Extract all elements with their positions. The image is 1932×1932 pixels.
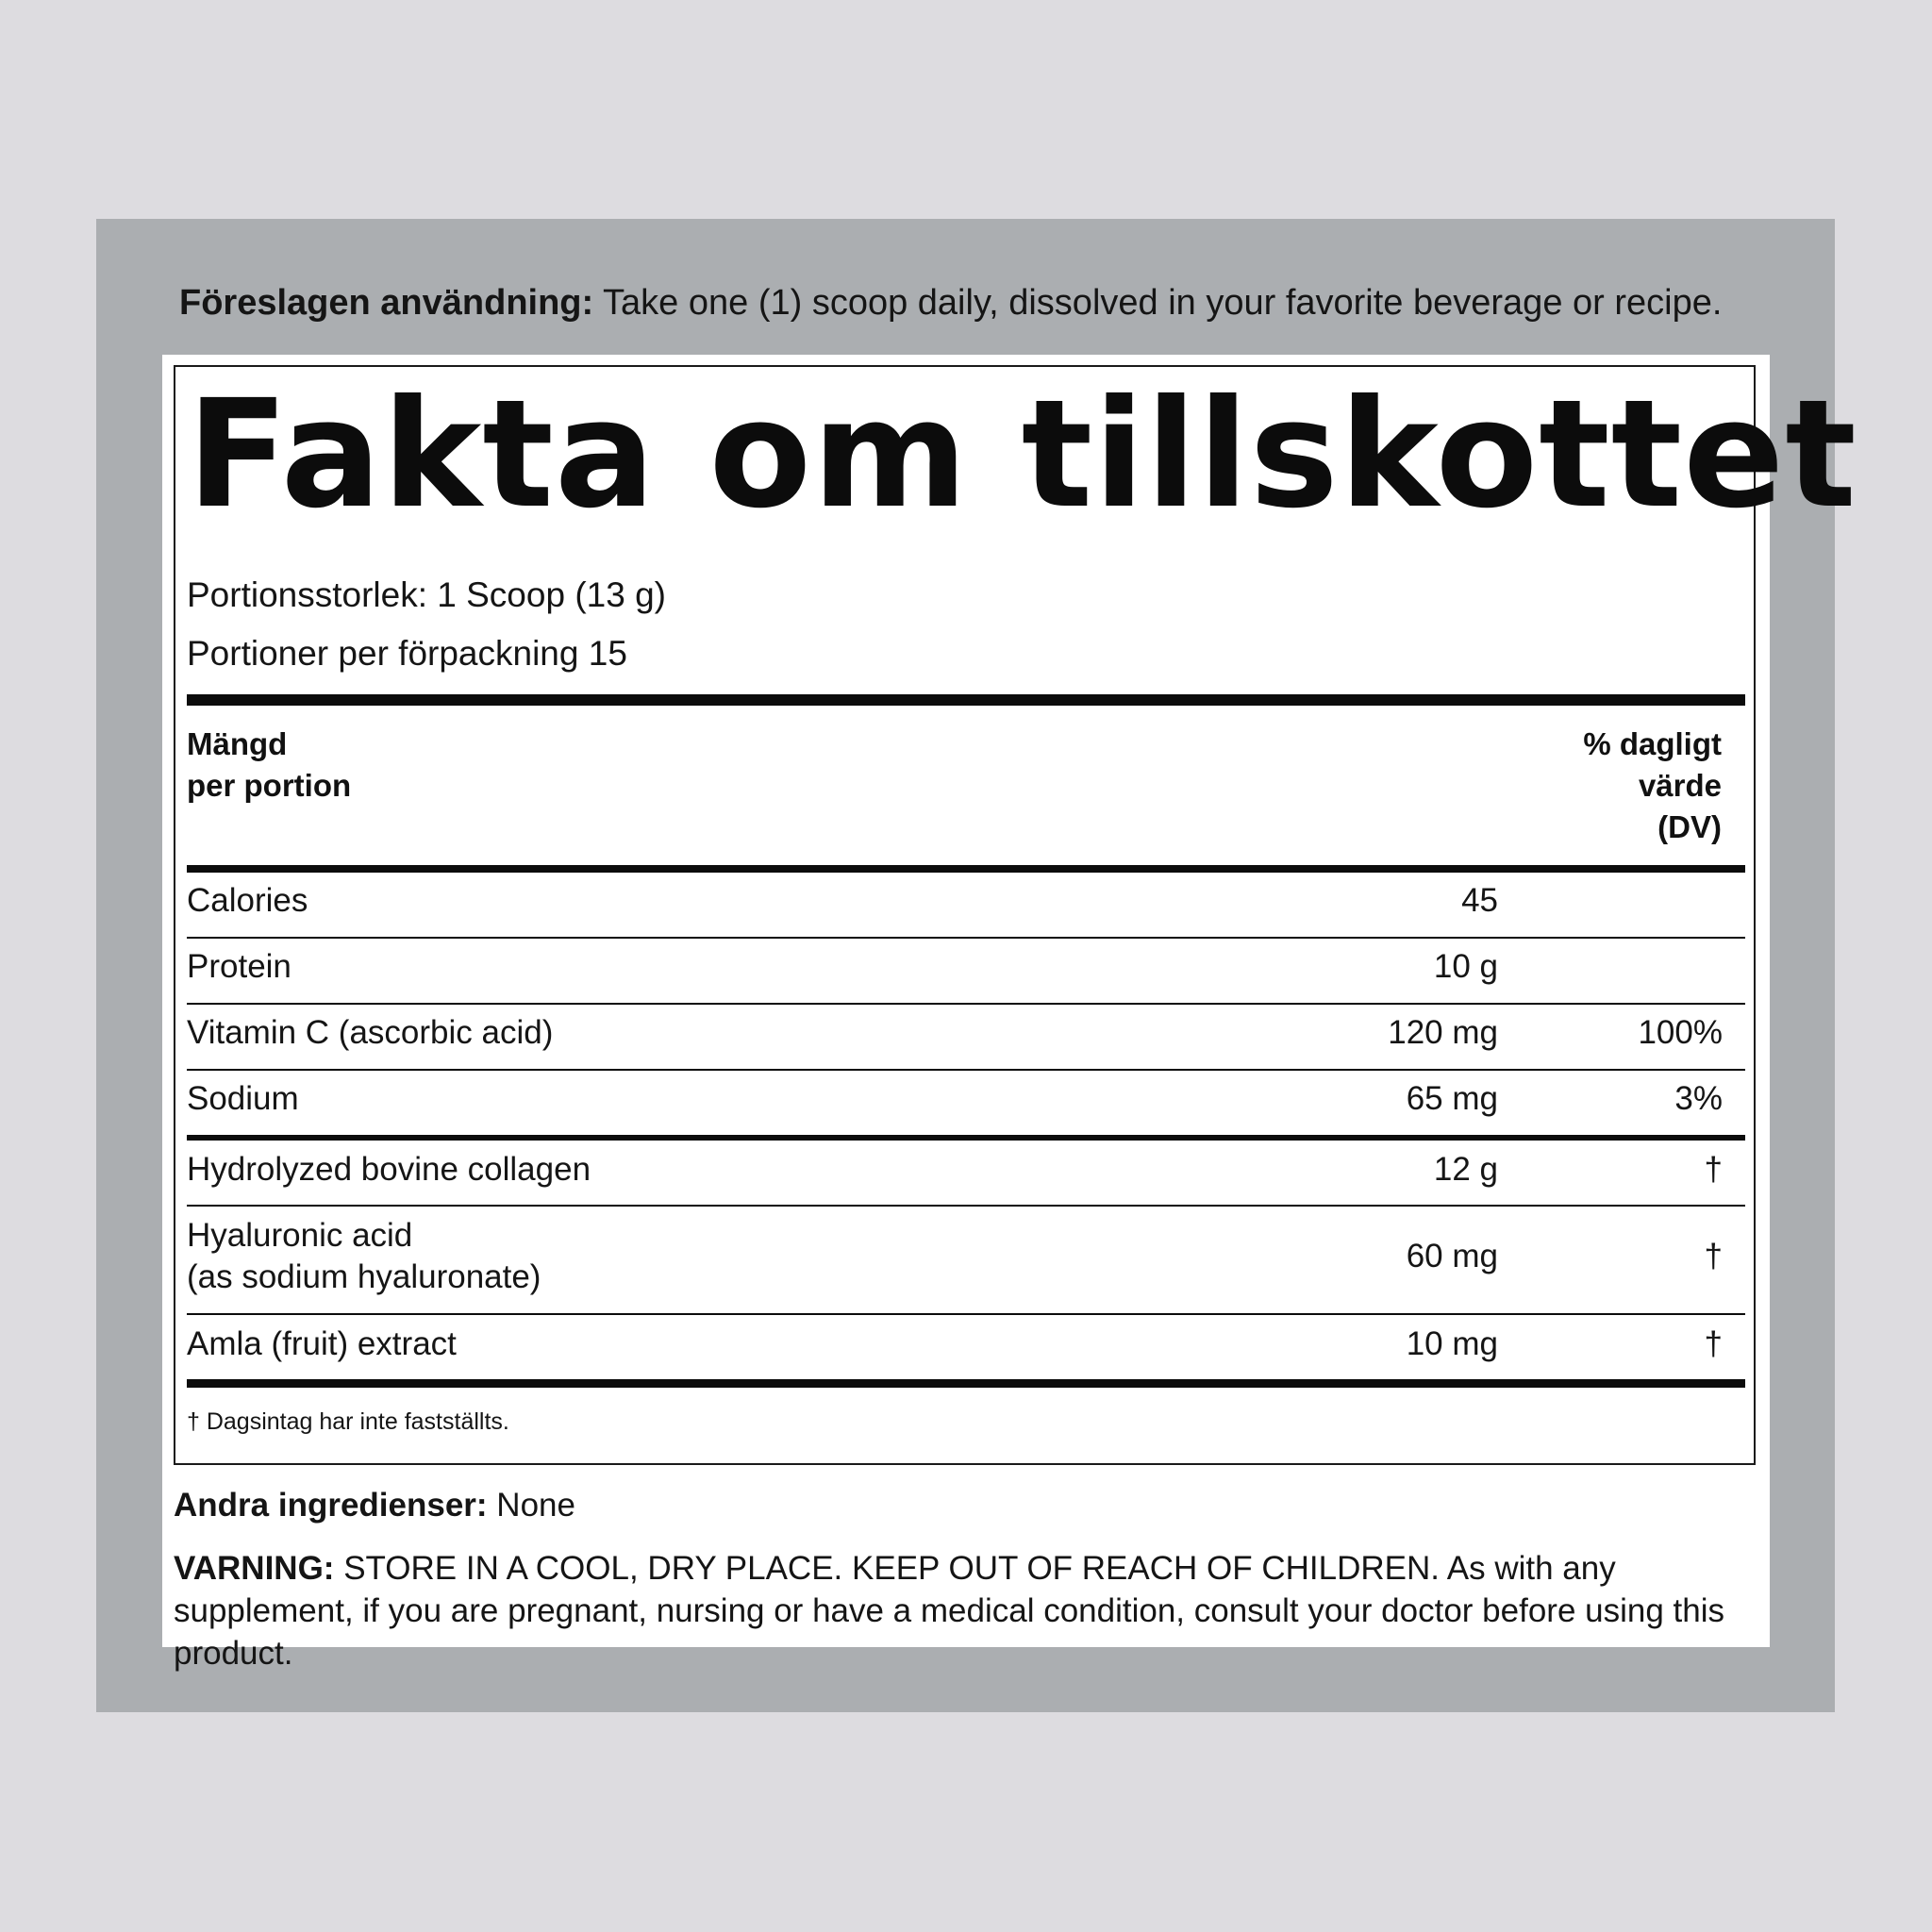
warning-text: STORE IN A COOL, DRY PLACE. KEEP OUT OF REACH OF CHILDREN. As with any supplement, if you are pregnant, nursing or have a medical condition, consult your doctor before using this product. bbox=[174, 1550, 1725, 1672]
nutrient-name-line2: (as sodium hyaluronate) bbox=[187, 1258, 541, 1295]
nutrient-dv: † bbox=[1704, 1238, 1723, 1274]
nutrient-name: Hydrolyzed bovine collagen bbox=[187, 1151, 591, 1188]
servings-per-container: Portioner per förpackning 15 bbox=[187, 634, 627, 673]
warning bbox=[174, 1547, 1730, 1674]
nutrient-dv: † bbox=[1704, 1151, 1723, 1188]
nutrient-dv: † bbox=[1704, 1325, 1723, 1362]
nutrient-amount: 10 mg bbox=[1406, 1325, 1498, 1362]
nutrient-name: Sodium bbox=[187, 1080, 299, 1117]
suggested-use bbox=[179, 279, 1830, 326]
nutrient-amount: 12 g bbox=[1433, 1151, 1498, 1188]
thick-divider bbox=[187, 1379, 1745, 1388]
section-divider bbox=[187, 1135, 1745, 1141]
suggested-use-text: Take one (1) scoop daily, dissolved in your favorite beverage or recipe. bbox=[593, 283, 1723, 323]
serving-size: Portionsstorlek: 1 Scoop (13 g) bbox=[187, 575, 666, 614]
row-divider bbox=[187, 1313, 1745, 1315]
other-ingredients-text: None bbox=[487, 1487, 575, 1524]
nutrient-amount: 120 mg bbox=[1388, 1014, 1498, 1051]
nutrient-dv: 3% bbox=[1674, 1080, 1723, 1117]
row-divider bbox=[187, 1003, 1745, 1005]
footnote: † Dagsintag har inte fastställts. bbox=[187, 1408, 509, 1435]
amount-per-serving-header bbox=[187, 724, 351, 807]
nutrient-amount: 10 g bbox=[1433, 948, 1498, 985]
amount-header-line2: per portion bbox=[187, 768, 352, 803]
dv-header-line3: (DV) bbox=[1657, 809, 1722, 844]
nutrient-amount: 60 mg bbox=[1406, 1238, 1498, 1274]
nutrient-name-line1: Hyaluronic acid bbox=[187, 1217, 413, 1254]
daily-value-header bbox=[1583, 724, 1722, 848]
other-ingredients-lead: Andra ingredienser: bbox=[174, 1487, 488, 1524]
supplement-facts-title: Fakta om tillskottet bbox=[187, 368, 1857, 541]
thick-divider bbox=[187, 694, 1745, 706]
nutrient-amount: 45 bbox=[1461, 882, 1498, 919]
nutrient-amount: 65 mg bbox=[1406, 1080, 1498, 1117]
header-divider bbox=[187, 865, 1745, 873]
other-ingredients bbox=[174, 1483, 575, 1528]
nutrient-name: Vitamin C (ascorbic acid) bbox=[187, 1014, 554, 1051]
warning-lead: VARNING: bbox=[174, 1550, 335, 1587]
nutrient-name: Amla (fruit) extract bbox=[187, 1325, 457, 1362]
suggested-use-lead: Föreslagen användning: bbox=[179, 283, 594, 323]
nutrient-name: Protein bbox=[187, 948, 291, 985]
row-divider bbox=[187, 1205, 1745, 1207]
nutrient-row bbox=[187, 1215, 1745, 1298]
amount-header-line1: Mängd bbox=[187, 726, 288, 761]
dv-header-line2: värde bbox=[1638, 768, 1722, 803]
nutrient-name bbox=[187, 1215, 541, 1298]
nutrient-dv: 100% bbox=[1638, 1014, 1723, 1051]
row-divider bbox=[187, 937, 1745, 939]
nutrient-name: Calories bbox=[187, 882, 308, 919]
row-divider bbox=[187, 1069, 1745, 1071]
dv-header-line1: % dagligt bbox=[1583, 726, 1722, 761]
